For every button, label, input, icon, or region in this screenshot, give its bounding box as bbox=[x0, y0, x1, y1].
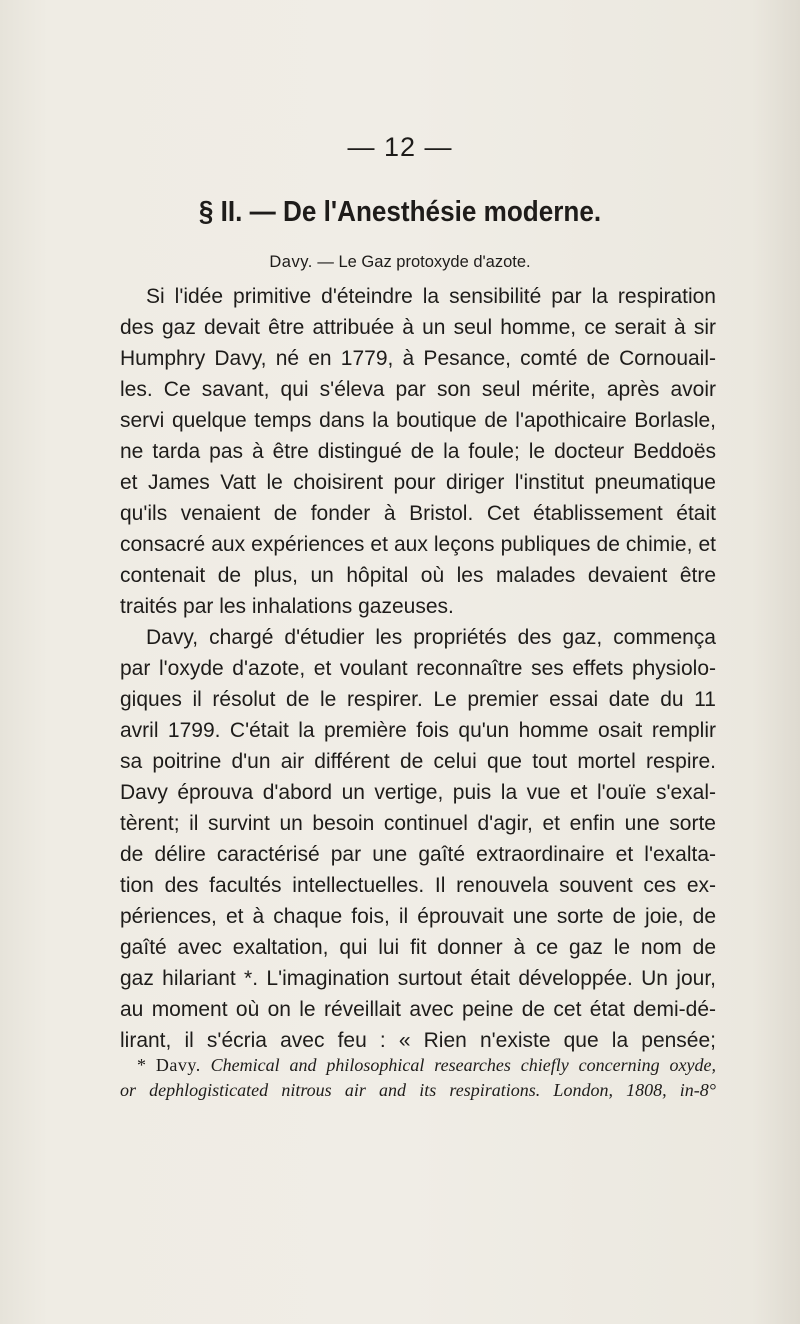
subheading-text: — Le Gaz protoxyde d'azote. bbox=[312, 253, 531, 271]
text-line bbox=[0, 592, 800, 622]
text-line bbox=[0, 530, 800, 560]
text-line bbox=[0, 406, 800, 436]
text-line bbox=[0, 685, 800, 715]
text-line bbox=[0, 437, 800, 467]
text-line-content: gaîté avec exaltation, qui lui fit donner à ce gaz le nom de bbox=[120, 936, 716, 959]
text-line bbox=[0, 933, 800, 963]
text-line-content: qu'ils venaient de fonder à Bristol. Cet établissement était bbox=[120, 502, 716, 525]
subheading bbox=[0, 253, 800, 272]
text-line bbox=[0, 623, 800, 653]
text-line-content: par l'oxyde d'azote, et voulant reconnaître ses effets physiolo- bbox=[120, 657, 716, 680]
text-line-content: servi quelque temps dans la boutique de l'apothicaire Borlasle, bbox=[120, 409, 716, 432]
text-line-content: traités par les inhalations gazeuses. bbox=[120, 595, 454, 618]
text-line bbox=[0, 654, 800, 684]
footnote-line-2: or dephlogisticated nitrous air and its respirations. London, 1808, in-8° bbox=[120, 1080, 716, 1100]
text-line bbox=[0, 964, 800, 994]
text-line bbox=[0, 716, 800, 746]
text-line bbox=[0, 499, 800, 529]
text-line-content: gaz hilariant *. L'imagination surtout était développée. Un jour, bbox=[120, 967, 716, 990]
text-line bbox=[0, 561, 800, 591]
footnote-author: Davy. bbox=[155, 1055, 201, 1075]
footnote-line bbox=[0, 1052, 800, 1078]
footnote-title-1: Chemical and philosophical researches chiefly concerning oxyde, bbox=[200, 1055, 716, 1075]
text-line-content: les. Ce savant, qui s'éleva par son seul mérite, après avoir bbox=[120, 378, 716, 401]
text-line bbox=[0, 995, 800, 1025]
text-line-content: Davy éprouva d'abord un vertige, puis la vue et l'ouïe s'exal- bbox=[120, 781, 716, 804]
text-line bbox=[0, 282, 800, 312]
subheading-author: Davy. bbox=[269, 253, 313, 271]
text-line bbox=[0, 375, 800, 405]
text-line-content: avril 1799. C'était la première fois qu'un homme osait remplir bbox=[120, 719, 716, 742]
text-line bbox=[0, 313, 800, 343]
footnote-marker: * bbox=[137, 1055, 156, 1075]
text-line-content: au moment où on le réveillait avec peine de cet état demi-dé- bbox=[120, 998, 716, 1021]
text-line-content: ne tarda pas à être distingué de la foule; le docteur Beddoës bbox=[120, 440, 716, 463]
text-line bbox=[0, 468, 800, 498]
text-line bbox=[0, 840, 800, 870]
text-line-content: tion des facultés intellectuelles. Il renouvela souvent ces ex- bbox=[120, 874, 716, 897]
text-line-content: Davy, chargé d'étudier les propriétés des gaz, commença bbox=[146, 626, 716, 649]
text-line bbox=[0, 344, 800, 374]
text-line-content: lirant, il s'écria avec feu : « Rien n'existe que la pensée; bbox=[120, 1029, 716, 1052]
text-line bbox=[0, 809, 800, 839]
text-line-content: tèrent; il survint un besoin continuel d'agir, et enfin une sorte bbox=[120, 812, 716, 835]
text-line-content: consacré aux expériences et aux leçons publiques de chimie, et bbox=[120, 533, 716, 556]
text-line-content: contenait de plus, un hôpital où les malades devaient être bbox=[120, 564, 716, 587]
text-line bbox=[0, 747, 800, 777]
text-line bbox=[0, 902, 800, 932]
footnote-line bbox=[0, 1077, 800, 1103]
text-line-content: giques il résolut de le respirer. Le premier essai date du 11 bbox=[120, 688, 716, 711]
section-heading: § II. — De l'Anesthésie moderne. bbox=[198, 196, 602, 228]
text-line-content: des gaz devait être attribuée à un seul homme, ce serait à sir bbox=[120, 316, 716, 339]
text-line-content: Si l'idée primitive d'éteindre la sensibilité par la respiration bbox=[146, 285, 716, 308]
page-number: — 12 — bbox=[347, 132, 453, 162]
text-line-content: et James Vatt le choisirent pour diriger l'institut pneumatique bbox=[120, 471, 716, 494]
text-line-content: de délire caractérisé par une gaîté extraordinaire et l'exalta- bbox=[120, 843, 716, 866]
text-line-content: Humphry Davy, né en 1779, à Pesance, comté de Cornouail- bbox=[120, 347, 716, 370]
text-line-content: périences, et à chaque fois, il éprouvait une sorte de joie, de bbox=[120, 905, 716, 928]
text-line bbox=[0, 871, 800, 901]
text-line bbox=[0, 778, 800, 808]
text-line-content: sa poitrine d'un air différent de celui que tout mortel respire. bbox=[120, 750, 716, 773]
footnote-line-1 bbox=[137, 1052, 716, 1078]
